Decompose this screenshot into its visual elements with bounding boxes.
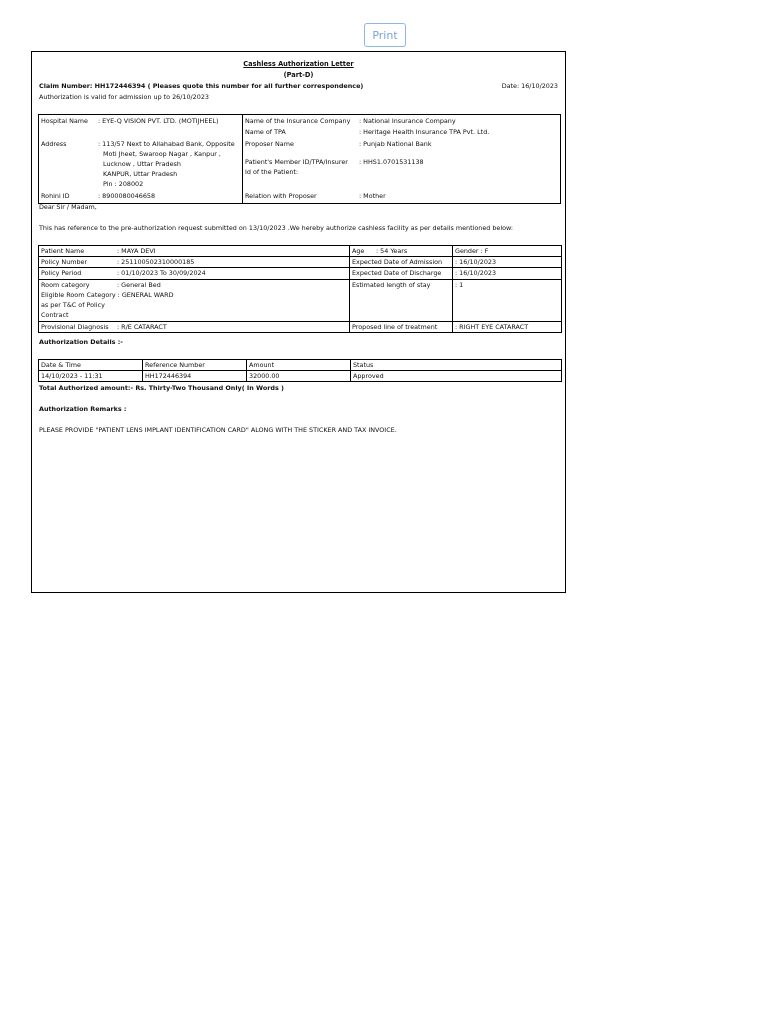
proposer-value: : Punjab National Bank xyxy=(359,140,432,148)
stay-value: : 1 xyxy=(453,279,562,321)
letter-title: Cashless Authorization Letter xyxy=(243,60,354,68)
proposer-label: Proposer Name xyxy=(245,140,294,148)
table-cell: 32000.00 xyxy=(247,371,351,382)
table-row xyxy=(39,268,562,279)
room-category-label: Room category xyxy=(41,280,90,289)
insurance-company-label: Name of the Insurance Company xyxy=(245,117,351,125)
policy-period-value: : 01/10/2023 To 30/09/2024 xyxy=(117,269,206,278)
address-line: : 113/57 Next to Allahabad Bank, Opposite xyxy=(98,140,235,148)
rohini-id-label: Rohini ID xyxy=(41,192,70,200)
member-id-label: Id of the Patient: xyxy=(245,168,299,176)
room-category-value: : General Bed xyxy=(117,280,161,289)
table-row xyxy=(39,371,562,382)
address-line: Moti Jheet, Swaroop Nagar , Kanpur , xyxy=(103,150,221,158)
eligible-room-note: Contract xyxy=(41,311,69,320)
hospital-name-label: Hospital Name xyxy=(41,117,88,125)
letter-part: (Part-D) xyxy=(283,71,314,79)
authorization-letter xyxy=(31,51,566,593)
table-row xyxy=(39,257,562,268)
admission-value: : 16/10/2023 xyxy=(453,257,562,268)
address-label: Address xyxy=(41,140,67,148)
gender-value: Gender : F xyxy=(453,246,562,257)
discharge-value: : 16/10/2023 xyxy=(453,268,562,279)
eligible-room-note: as per T&C of Policy xyxy=(41,301,105,310)
member-id-label: Patient's Member ID/TPA/Insurer xyxy=(245,158,348,166)
rohini-id-value: : 8900080046658 xyxy=(98,192,156,200)
admission-label: Expected Date of Admission xyxy=(350,257,453,268)
tpa-value: : Heritage Health Insurance TPA Pvt. Ltd. xyxy=(359,128,490,136)
column-header: Status xyxy=(351,360,562,371)
table-row xyxy=(39,360,562,371)
policy-period-label: Policy Period xyxy=(41,269,82,278)
hospital-insurer-box xyxy=(38,114,561,204)
address-line: Pin : 208002 xyxy=(103,180,144,188)
table-cell: 14/10/2023 - 11:31 xyxy=(39,371,143,382)
intro-text: This has reference to the pre-authorization request submitted on 13/10/2023 .We hereby authorize cashless facility as per details mentioned below: xyxy=(39,224,514,232)
total-authorized-amount: Total Authorized amount:- Rs. Thirty-Two Thousand Only( In Words ) xyxy=(39,384,284,392)
hospital-name-value: : EYE-Q VISION PVT. LTD. (MOTIJHEEL) xyxy=(98,117,219,125)
age-value: : 54 Years xyxy=(376,247,408,255)
claim-number-line: Claim Number: HH172446394 ( Pleases quote this number for all further correspondence) xyxy=(39,82,364,90)
table-row xyxy=(39,321,562,332)
table-row xyxy=(39,279,562,321)
print-button[interactable]: Print xyxy=(364,23,406,47)
relation-label: Relation with Proposer xyxy=(245,192,317,200)
address-line: KANPUR, Uttar Pradesh xyxy=(103,170,178,178)
relation-value: : Mother xyxy=(359,192,386,200)
column-header: Reference Number xyxy=(143,360,247,371)
salutation: Dear Sir / Madam, xyxy=(39,203,97,211)
patient-details-table xyxy=(38,245,562,333)
table-row xyxy=(39,246,562,257)
policy-number-value: : 251100502310000185 xyxy=(117,258,195,267)
authorization-details-heading: Authorization Details :- xyxy=(39,338,123,346)
table-cell: HH172446394 xyxy=(143,371,247,382)
insurance-company-value: : National Insurance Company xyxy=(359,117,456,125)
discharge-label: Expected Date of Discharge xyxy=(350,268,453,279)
age-label: Age xyxy=(352,247,365,255)
member-id-value: : HHS1.0701531138 xyxy=(359,158,424,166)
remarks-text: PLEASE PROVIDE "PATIENT LENS IMPLANT IDENTIFICATION CARD" ALONG WITH THE STICKER AND TAX INVOICE. xyxy=(39,426,397,434)
stay-label: Estimated length of stay xyxy=(350,279,453,321)
remarks-heading: Authorization Remarks : xyxy=(39,405,127,413)
diagnosis-label: Provisional Diagnosis xyxy=(41,322,109,331)
column-header: Date & Time xyxy=(39,360,143,371)
authorization-table xyxy=(38,359,562,382)
patient-name-value: : MAYA DEVI xyxy=(117,247,156,255)
letter-date: Date: 16/10/2023 xyxy=(501,82,558,90)
patient-name-label: Patient Name xyxy=(41,247,85,255)
column-header: Amount xyxy=(247,360,351,371)
address-line: Lucknow , Uttar Pradesh xyxy=(103,160,181,168)
diagnosis-value: : R/E CATARACT xyxy=(117,322,167,331)
validity-line: Authorization is valid for admission up to 26/10/2023 xyxy=(39,93,209,101)
eligible-room-category: Eligible Room Category : GENERAL WARD xyxy=(41,290,174,299)
treatment-label: Proposed line of treatment xyxy=(350,321,453,332)
policy-number-label: Policy Number xyxy=(41,258,88,267)
treatment-value: : RIGHT EYE CATARACT xyxy=(453,321,562,332)
tpa-label: Name of TPA xyxy=(245,128,286,136)
table-cell: Approved xyxy=(351,371,562,382)
